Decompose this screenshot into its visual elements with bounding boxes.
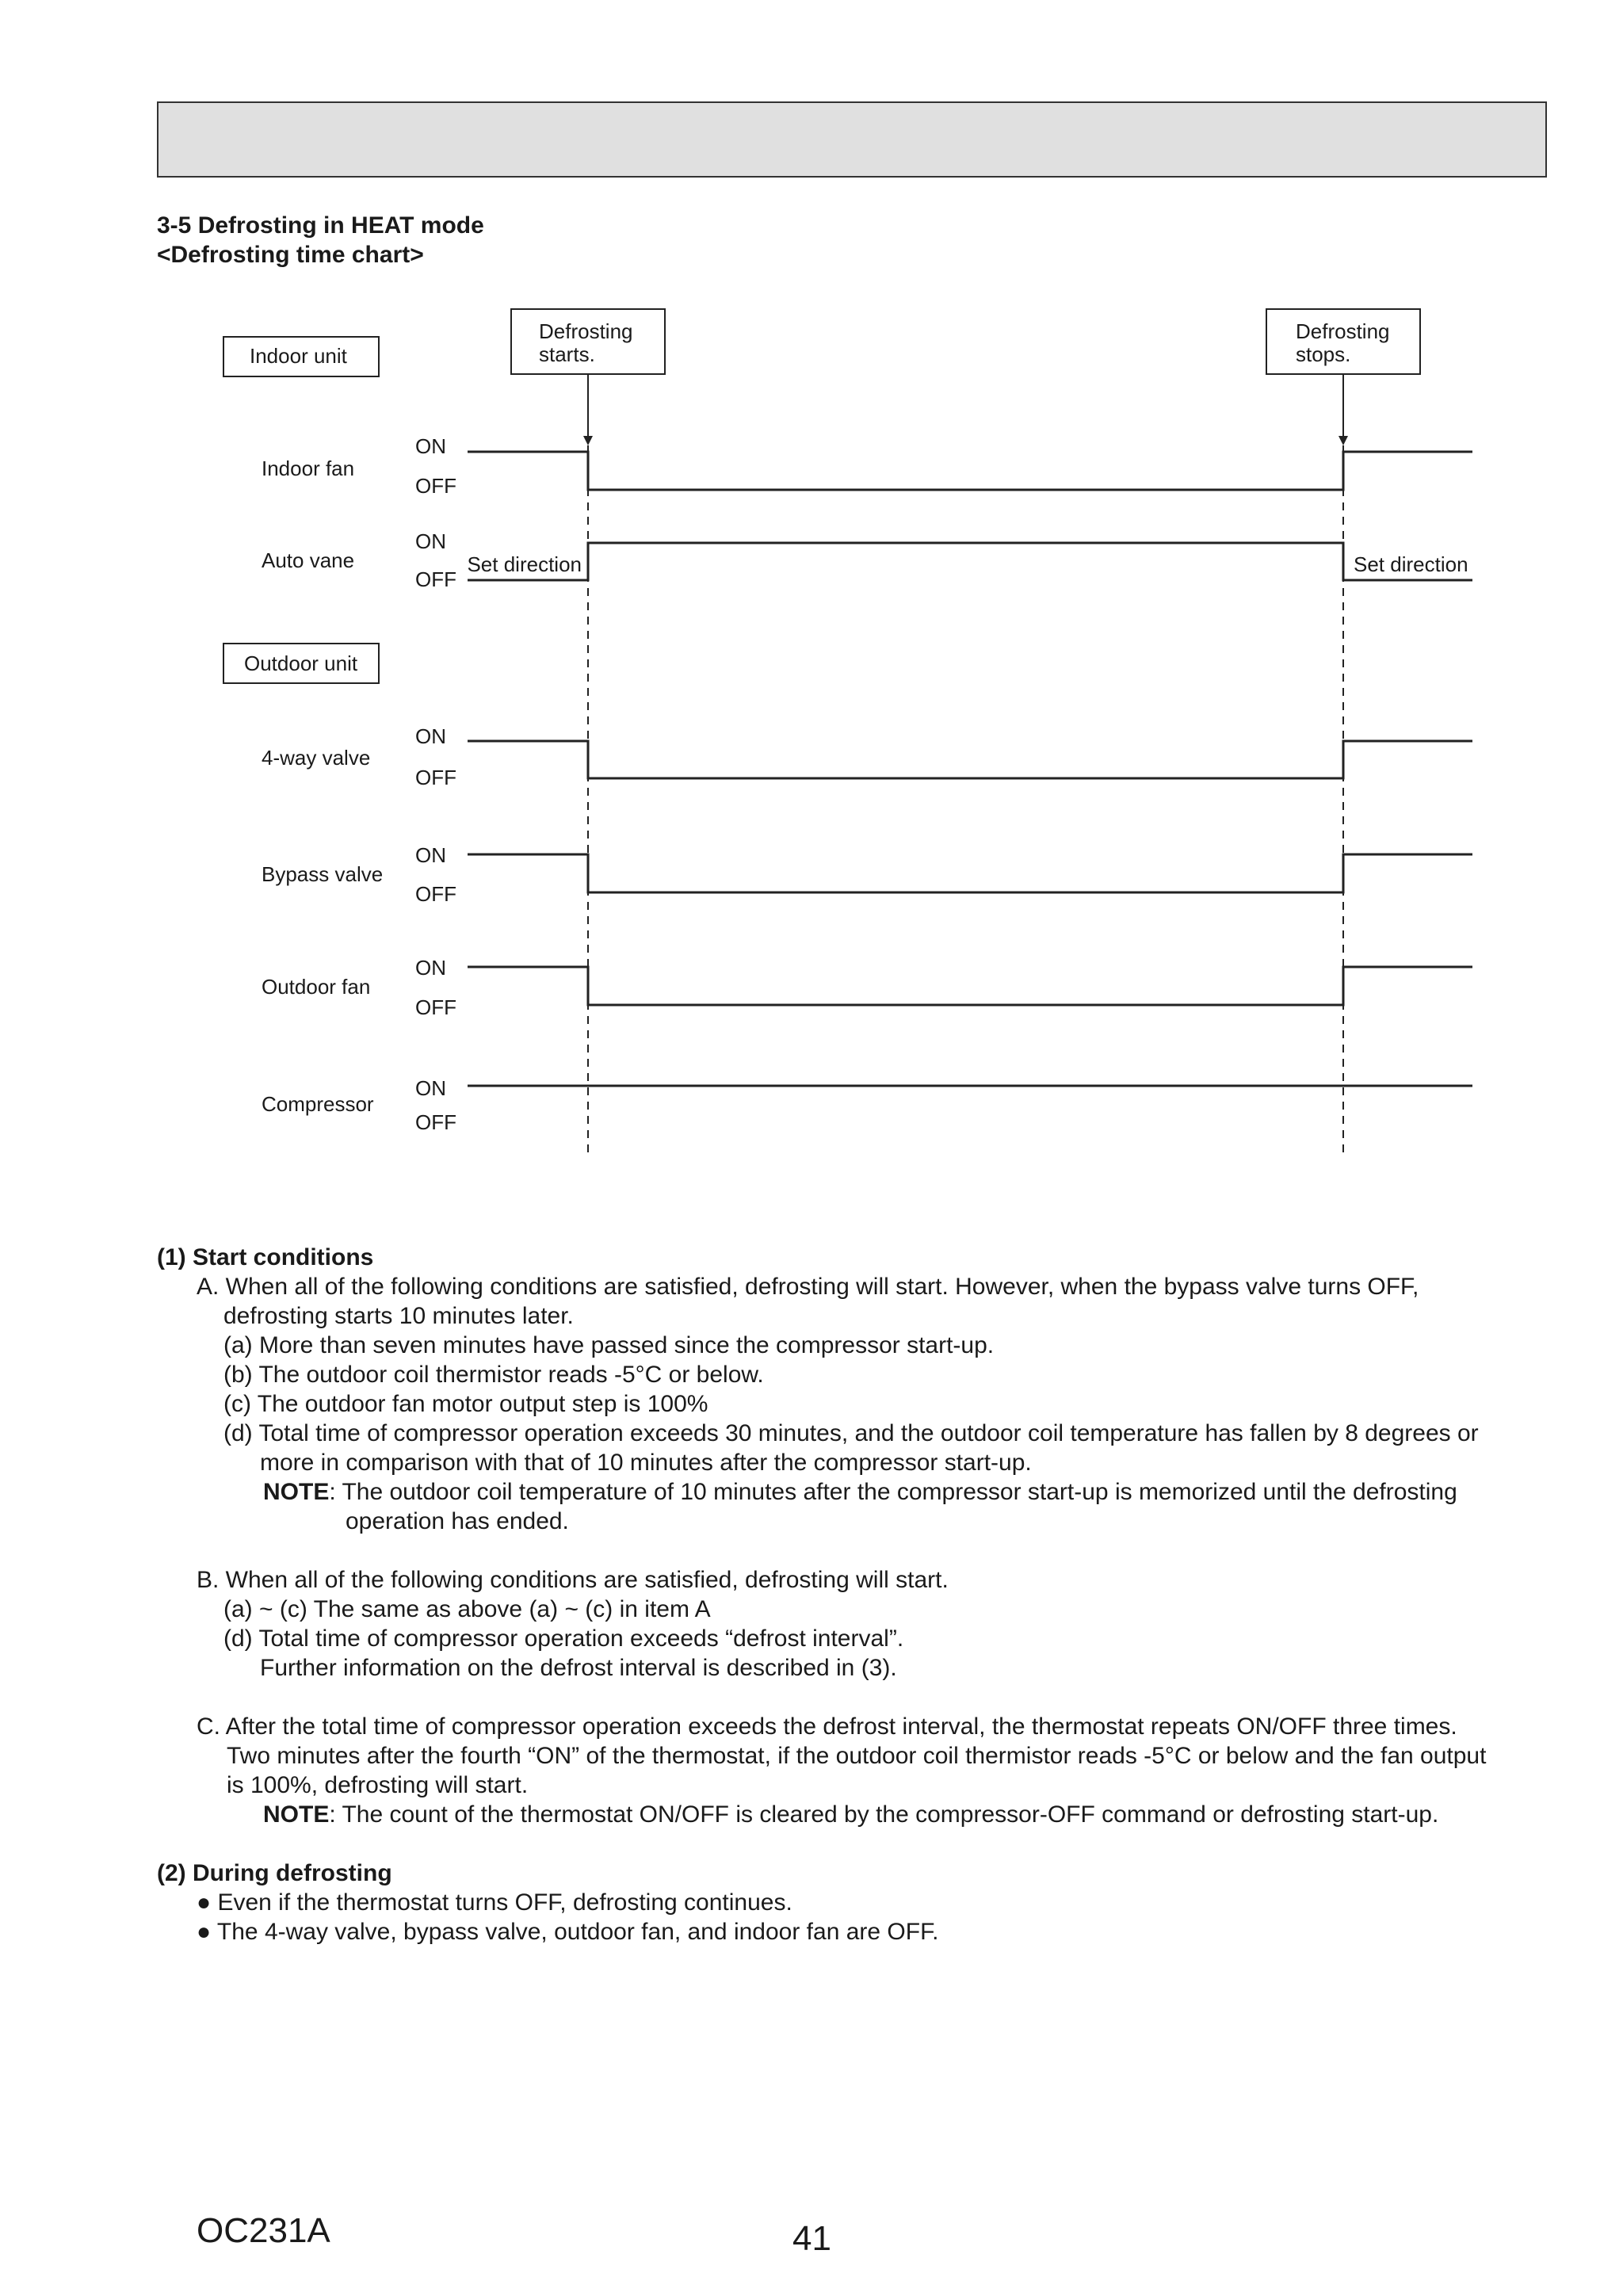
- section-subtitle: <Defrosting time chart>: [157, 242, 424, 268]
- cond-a-note-2: operation has ended.: [346, 1508, 569, 1534]
- doc-code: OC231A: [197, 2211, 330, 2250]
- indoor-unit-label: Indoor unit: [250, 344, 347, 368]
- cond-c-3: is 100%, defrosting will start.: [227, 1772, 529, 1798]
- defrost-stop-label-2: stops.: [1296, 342, 1351, 366]
- note-text: : The count of the thermostat ON/OFF is cleared by the compressor-OFF command or defrosting start-up.: [329, 1801, 1439, 1828]
- compressor-off-label: OFF: [415, 1110, 456, 1134]
- outdoor-fan-on-label: ON: [415, 956, 446, 980]
- cond-a-d-2: more in comparison with that of 10 minutes after the compressor start-up.: [260, 1450, 1032, 1476]
- auto-vane-after-note: Set direction: [1354, 552, 1468, 576]
- cond-b-d-1: (d) Total time of compressor operation exceeds “defrost interval”.: [223, 1626, 904, 1652]
- cond-a-b: (b) The outdoor coil thermistor reads -5°C or below.: [223, 1362, 764, 1388]
- note-label: NOTE: [263, 1479, 330, 1505]
- cond-b-ac: (a) ~ (c) The same as above (a) ~ (c) in item A: [223, 1596, 711, 1622]
- 4-way-valve-off-label: OFF: [415, 766, 456, 789]
- 4-way-valve-label: 4-way valve: [262, 746, 371, 770]
- during-defrosting-heading: (2) During defrosting: [157, 1860, 392, 1886]
- indoor-fan-off-label: OFF: [415, 474, 456, 498]
- auto-vane-on-label: ON: [415, 529, 446, 553]
- outdoor-unit-label: Outdoor unit: [244, 651, 358, 675]
- cond-c-note: [263, 1800, 1438, 1829]
- cond-c-2: Two minutes after the fourth “ON” of the thermostat, if the outdoor coil thermistor reads -5°C or below and the fan output: [227, 1743, 1487, 1769]
- indoor-fan-on-label: ON: [415, 434, 446, 458]
- during-item-2: ● The 4-way valve, bypass valve, outdoor fan, and indoor fan are OFF.: [197, 1919, 939, 1945]
- cond-a-intro-2: defrosting starts 10 minutes later.: [223, 1303, 574, 1329]
- page-number: 41: [792, 2219, 831, 2258]
- cond-a-note: [263, 1477, 1457, 1507]
- bypass-valve-waveform: [468, 854, 1472, 892]
- compressor-on-label: ON: [415, 1076, 446, 1100]
- defrost-time-chart: [0, 293, 1623, 1181]
- bypass-valve-label: Bypass valve: [262, 862, 384, 886]
- defrost-start-label-1: Defrosting: [539, 319, 633, 343]
- start-conditions-heading: (1) Start conditions: [157, 1244, 374, 1270]
- 4-way-valve-on-label: ON: [415, 724, 446, 748]
- section-title: 3-5 Defrosting in HEAT mode: [157, 212, 484, 239]
- indoor-fan-label: Indoor fan: [262, 457, 355, 480]
- cond-b-d-2: Further information on the defrost interval is described in (3).: [260, 1655, 897, 1681]
- auto-vane-label: Auto vane: [262, 548, 355, 572]
- cond-c-1: C. After the total time of compressor operation exceeds the defrost interval, the thermostat repeats ON/OFF three times.: [197, 1713, 1457, 1740]
- header-bar: [157, 101, 1547, 178]
- auto-vane-waveform: [468, 543, 1472, 580]
- note-label: NOTE: [263, 1801, 330, 1828]
- auto-vane-off-label: OFF: [415, 567, 456, 591]
- defrost-start-label-2: starts.: [539, 342, 595, 366]
- during-item-1: ● Even if the thermostat turns OFF, defrosting continues.: [197, 1889, 792, 1916]
- cond-a-d-1: (d) Total time of compressor operation exceeds 30 minutes, and the outdoor coil temperature has fallen by 8 degrees or: [223, 1420, 1479, 1446]
- defrost-stop-label-1: Defrosting: [1296, 319, 1390, 343]
- outdoor-fan-waveform: [468, 967, 1472, 1005]
- 4-way-valve-waveform: [468, 741, 1472, 778]
- bypass-valve-off-label: OFF: [415, 882, 456, 906]
- stop-arrowhead: [1338, 436, 1348, 445]
- outdoor-fan-off-label: OFF: [415, 995, 456, 1019]
- outdoor-fan-label: Outdoor fan: [262, 975, 371, 999]
- cond-b-intro: B. When all of the following conditions are satisfied, defrosting will start.: [197, 1567, 949, 1593]
- auto-vane-before-note: Set direction: [467, 552, 582, 576]
- cond-a-intro-1: A. When all of the following conditions are satisfied, defrosting will start. However, when the bypass valve turns OFF,: [197, 1274, 1419, 1300]
- cond-a-a: (a) More than seven minutes have passed since the compressor start-up.: [223, 1332, 995, 1358]
- cond-a-c: (c) The outdoor fan motor output step is 100%: [223, 1391, 708, 1417]
- indoor-fan-waveform: [468, 452, 1472, 490]
- start-arrowhead: [583, 436, 593, 445]
- compressor-label: Compressor: [262, 1092, 374, 1116]
- bypass-valve-on-label: ON: [415, 843, 446, 867]
- note-text: : The outdoor coil temperature of 10 minutes after the compressor start-up is memorized until the defrosting: [329, 1479, 1457, 1505]
